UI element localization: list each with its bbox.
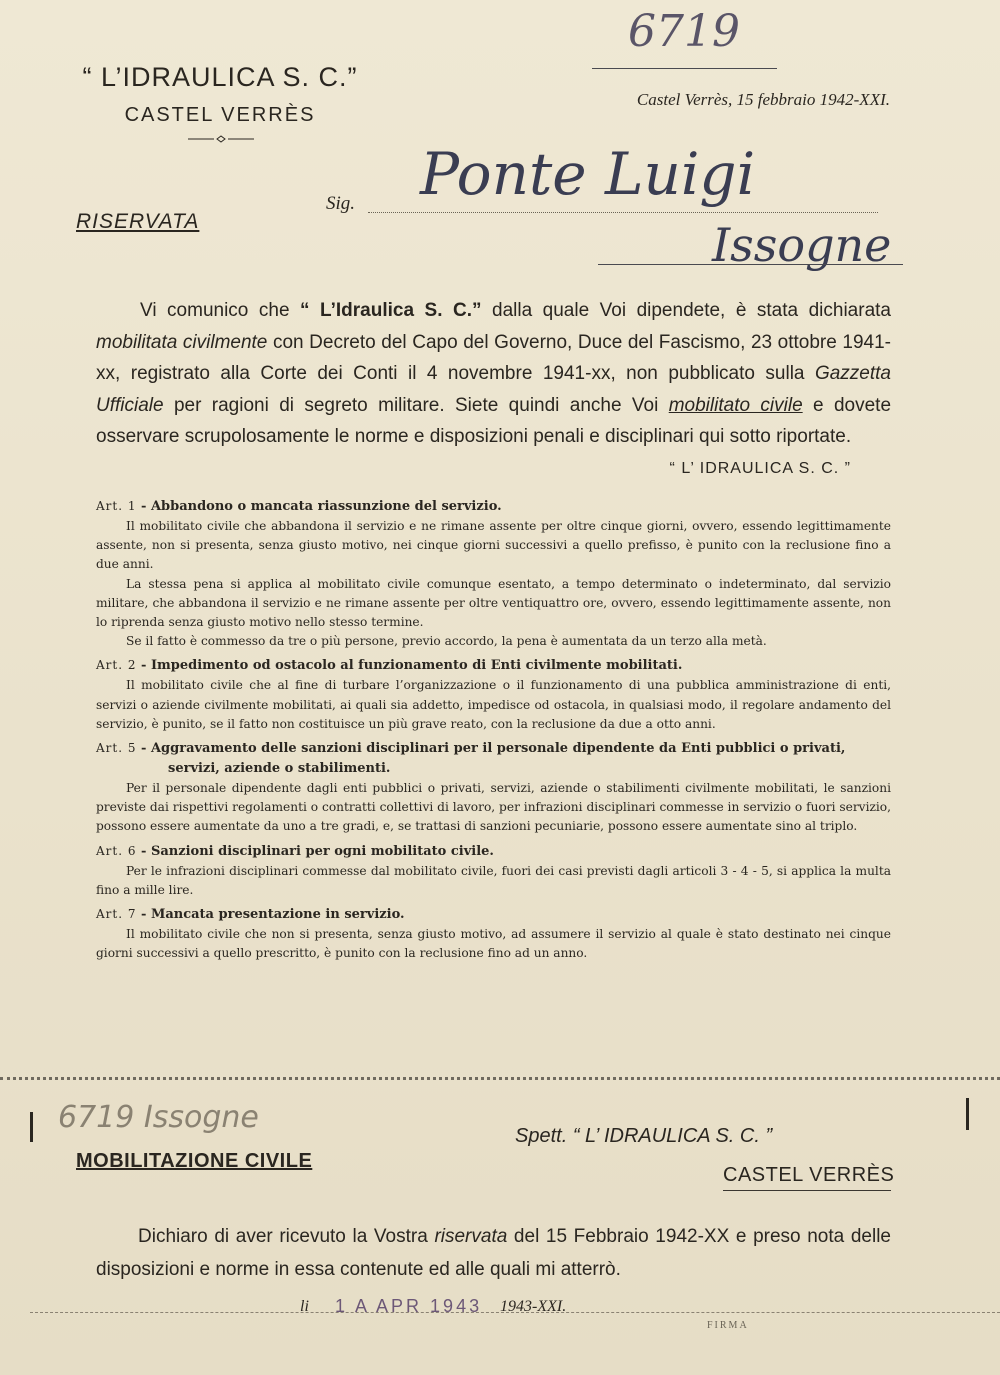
- archive-number: 6719: [628, 6, 740, 57]
- article-1: Art. 1 - Abbandono o mancata riassunzione del servizio. Il mobilitato civile che abbandona il servizio e ne rimane assente per oltre cinque giorni, ovvero, essendo legittimamente assente, non si presenta, senza giusto motivo, nei cinque giorni successivi a quello prefisso, è punito con la reclusione fino a due anni. La stessa pena si applica al mobilitato civile comunque esentato, a tempo determinato o indeterminato, dal servizio militare, che abbandona il servizio e ne rimane assente per oltre ventiquattro ore, ovvero, essendo legittimamente assente, non lo riprenda senza giusto motivo nello stesso termine. Se il fatto è commesso da tre o più persone, previo accordo, la pena è aumentata da un terzo alla metà.: [96, 496, 891, 651]
- articles-list: [96, 496, 891, 967]
- receipt-addressee: Spett. “ L’ IDRAULICA S. C. ”: [515, 1125, 773, 1147]
- place-date: Castel Verrès, 15 febbraio 1942-XXI.: [636, 90, 890, 109]
- reserved-label: RISERVATA: [76, 210, 200, 233]
- intro-company: “ L’Idraulica S. C.”: [300, 300, 482, 321]
- article-6: Art. 6 - Sanzioni disciplinari per ogni mobilitato civile. Per le infrazioni disciplinari commesse dal mobilitato civile, fuori dei casi previsti dagli articoli 3 - 4 - 5, si applica la multa fino a mille lire.: [96, 841, 891, 900]
- company-city: CASTEL VERRÈS: [124, 104, 316, 126]
- article-paragraph: Il mobilitato civile che abbandona il servizio e ne rimane assente per oltre cinque giorni, ovvero, essendo legittimamente assente, non si presenta, senza giusto motivo, nei cinque giorni successivi a quello prefisso, è punito con la reclusione fino a due anni.: [96, 519, 891, 572]
- recipient-name-handwritten: Ponte Luigi: [420, 140, 756, 208]
- recipient-prefix: Sig.: [326, 193, 356, 214]
- recipient-place-line: [598, 264, 903, 265]
- receipt-firma-label: FIRMA: [707, 1320, 749, 1331]
- article-7: Art. 7 - Mancata presentazione in servizio. Il mobilitato civile che non si presenta, senza giusto motivo, ad assumere il servizio al quale è stato destinato nei cinque giorni successivi a quello prescritto, è punito con la reclusione fino ad un anno.: [96, 904, 891, 963]
- intro-paragraph: Vi comunico che “ L’Idraulica S. C.” dalla quale Voi dipendete, è stata dichiarata mobilitata civilmente con Decreto del Capo del Governo, Duce del Fascismo, 23 ottobre 1941-xx, registrato alla Corte dei Conti il 4 novembre 1941-xx, non pubblicato sulla Gazzetta Ufficiale per ragioni di segreto militare. Siete quindi anche Voi mobilitato civile e dovete osservare scrupolosamente le norme e disposizioni penali e disciplinari qui sotto riportate. “ L’ IDRAULICA S. C. ”: [96, 295, 891, 484]
- article-2: Art. 2 - Impedimento od ostacolo al funzionamento di Enti civilmente mobilitati. Il mobilitato civile che al fine di turbare l’organizzazione o il funzionamento di una pubblica amministrazione di enti, servizi o aziende civilmente mobilitati, ai quali sia addetto, impedisce od ostacola, in qualsiasi modo, il regolare andamento del servizio, è punito, se il fatto non costituisce un più grave reato, con la reclusione da due a otto anni.: [96, 655, 891, 734]
- article-paragraph: Il mobilitato civile che al fine di turbare l’organizzazione o il funzionamento di una pubblica amministrazione di enti, servizi o aziende civilmente mobilitati, ai quali sia addetto, impedisce od ostacola, in qualsiasi modo, il regolare andamento del servizio, è punito, se il fatto non costituisce un più grave reato, con la reclusione da due a otto anni.: [96, 678, 891, 731]
- article-paragraph: Se il fatto è commesso da tre o più persone, previo accordo, la pena è aumentata da un terzo alla metà.: [126, 634, 767, 649]
- receipt-declaration: Dichiaro di aver ricevuto la Vostra riservata del 15 Febbraio 1942-XX e preso nota delle disposizioni e norme in essa contenute ed alle quali mi atterrò.: [96, 1226, 892, 1280]
- receipt-stamp-date: 1 A APR 1943: [335, 1296, 483, 1316]
- receipt-title: MOBILITAZIONE CIVILE: [76, 1150, 313, 1172]
- margin-mark-left: [30, 1112, 33, 1142]
- receipt-city-underline: [723, 1190, 891, 1191]
- article-paragraph: Il mobilitato civile che non si presenta, senza giusto motivo, ad assumere il servizio al quale è stato destinato nei cinque giorni successivi a quello prescritto, è punito con la reclusione fino ad un anno.: [96, 927, 891, 961]
- intro-signature: “ L’ IDRAULICA S. C. ”: [669, 459, 851, 477]
- receipt-year: 1943-XXI.: [500, 1298, 567, 1315]
- intro-mobilitato: mobilitato civile: [668, 394, 803, 416]
- recipient-place-handwritten: Issogne: [712, 218, 892, 272]
- article-5: Art. 5 - Aggravamento delle sanzioni disciplinari per il personale dipendente da Enti pubblici o privati, servizi, aziende o stabilimenti. Per il personale dipendente dagli enti pubblici o privati, servizi, aziende o stabilimenti civilmente mobilitati, le sanzioni previste dai rispettivi regolamenti o contratti collettivi di lavoro, per infrazioni disciplinari commesse in servizio o fuori servizio, possono essere aumentate da uno a tre gradi, e, se trattasi di sanzioni pecuniarie, possono essere aumentate sino al triplo.: [96, 738, 891, 837]
- receipt-archive-note: 6719 Issogne: [58, 1100, 259, 1135]
- article-paragraph: Per il personale dipendente dagli enti pubblici o privati, servizi, aziende o stabilimenti civilmente mobilitati, le sanzioni previste dai rispettivi regolamenti o contratti collettivi di lavoro, per infrazioni disciplinari commesse in servizio o fuori servizio, possono essere aumentate da uno a tre gradi, e, se trattasi di sanzioni pecuniarie, possono essere aumentate sino al triplo.: [96, 781, 891, 834]
- article-paragraph: Per le infrazioni disciplinari commesse dal mobilitato civile, fuori dei casi previsti dagli articoli 3 - 4 - 5, si applica la multa fino a mille lire.: [96, 863, 891, 897]
- receipt-city: CASTEL VERRÈS: [723, 1164, 895, 1186]
- receipt-li: li: [300, 1298, 309, 1315]
- recipient-dotted-line: [368, 212, 878, 213]
- intro-gazzetta: Gazzetta Ufficiale: [96, 363, 891, 416]
- article-paragraph: La stessa pena si applica al mobilitato civile comunque esentato, a tempo determinato o indeterminato, dal servizio militare, che abbandona il servizio e ne rimane assente per oltre ventiquattro ore, ovvero, essendo legittimamente assente, non lo riprenda senza giusto motivo nello stesso termine.: [96, 576, 891, 630]
- intro-mobilitata: mobilitata civilmente: [96, 331, 268, 353]
- header-rule: [592, 68, 777, 69]
- perforation-line: [0, 1077, 1000, 1080]
- company-name: “ L’IDRAULICA S. C.”: [82, 62, 358, 92]
- margin-mark-right: [966, 1098, 969, 1130]
- ornament-divider: [188, 134, 254, 144]
